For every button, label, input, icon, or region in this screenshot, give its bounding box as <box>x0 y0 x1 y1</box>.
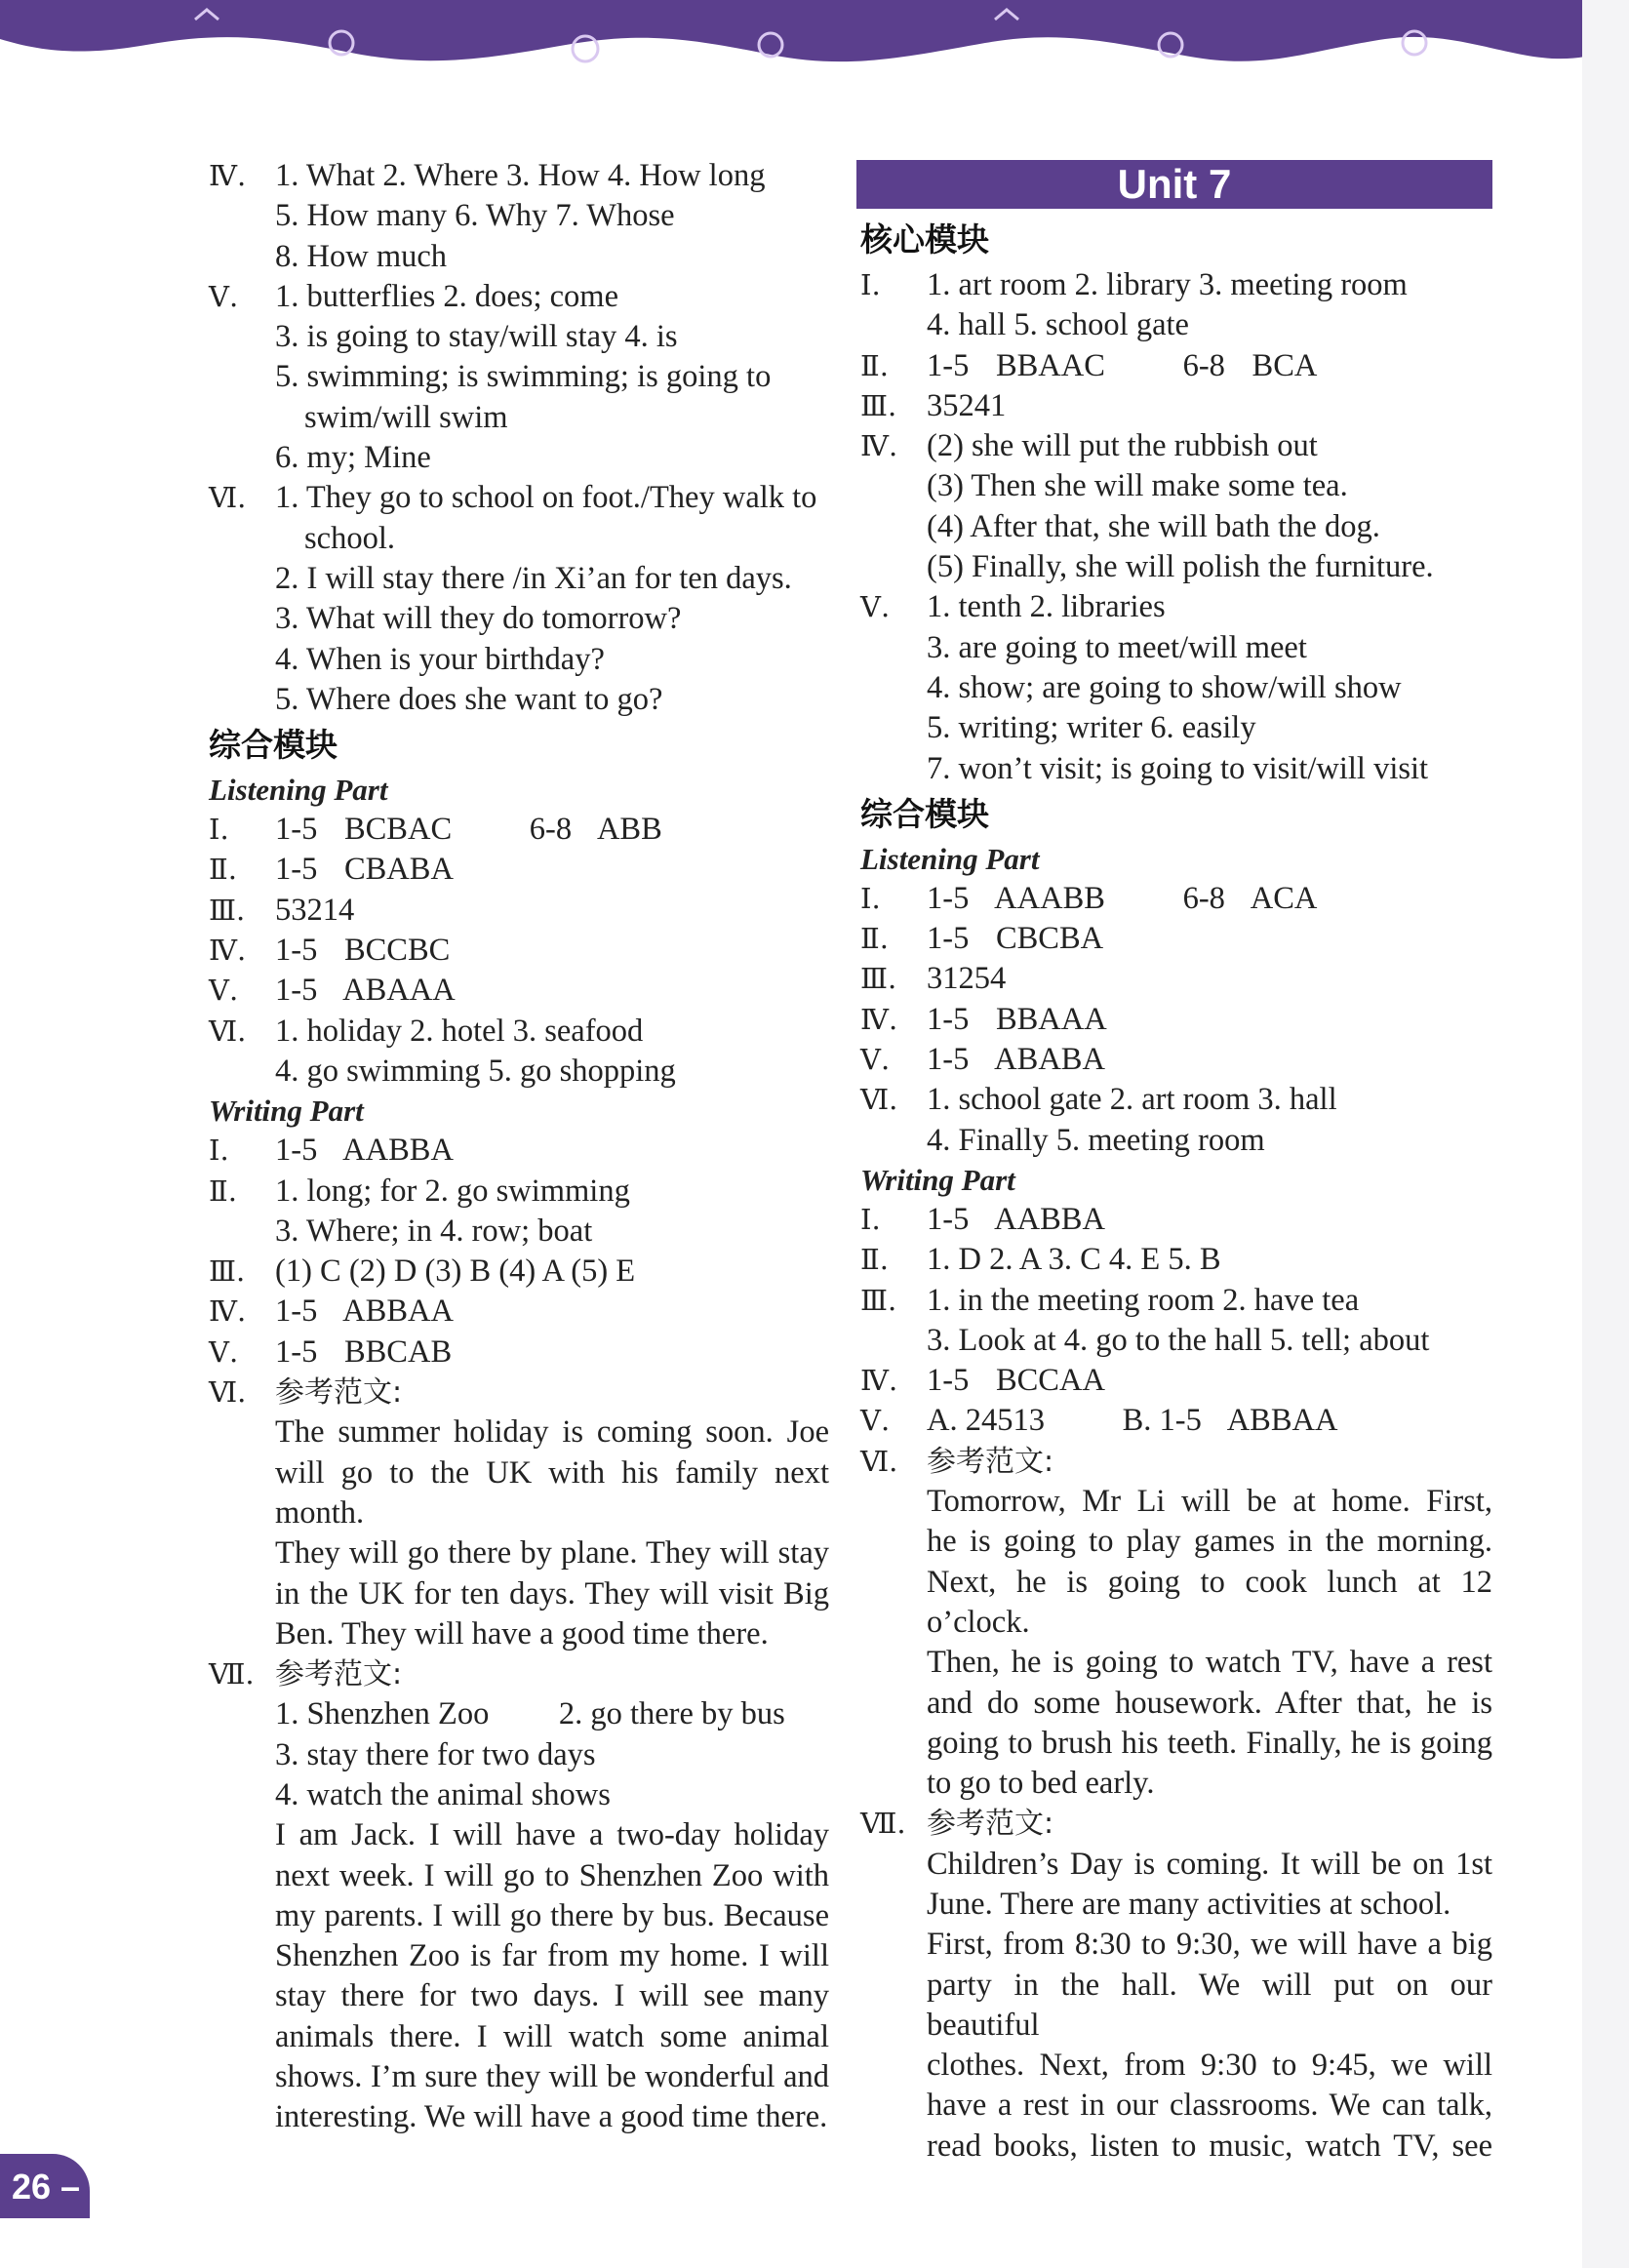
answer-line: 2. I will stay there /in Xi’an for ten days. <box>275 560 792 596</box>
answers: A. 24513 <box>927 1403 1045 1439</box>
writing-2 <box>205 1172 829 1253</box>
listening-4 <box>205 931 829 971</box>
writing-5 <box>856 1401 1492 1441</box>
exercise-number: Ⅳ. <box>860 429 898 463</box>
essay-line: Next, he is going to cook lunch at 12 o’clock. <box>927 1564 1492 1640</box>
listening-part-heading: Listening Part <box>209 773 388 808</box>
answer-line: 3. What will they do tomorrow? <box>275 601 682 637</box>
answer-line: 1. in the meeting room 2. have tea <box>927 1282 1360 1318</box>
answers: BBCAB <box>343 1333 453 1370</box>
writing-2 <box>856 1240 1492 1280</box>
answers: ABB <box>596 812 662 848</box>
range: 1-5 <box>275 812 318 848</box>
exercise-number: Ⅵ. <box>209 481 247 515</box>
answers: 31254 <box>927 961 1007 997</box>
exercise-number: Ⅴ. <box>209 279 239 313</box>
exercise-number: Ⅰ. <box>860 881 881 915</box>
exercise-number: Ⅱ. <box>209 853 237 887</box>
exercise-number: Ⅲ. <box>860 962 897 996</box>
essay-line: I am Jack. I will have a two-day holiday <box>275 1817 829 1853</box>
listening-part-heading: Listening Part <box>860 841 1040 876</box>
range: 1-5 <box>275 852 318 888</box>
listening-5 <box>205 971 829 1011</box>
answer-line: 1. long; for 2. go swimming <box>275 1173 630 1209</box>
exercise-4 <box>205 156 829 277</box>
answers: 53214 <box>275 892 355 928</box>
exercise-number: Ⅰ. <box>209 813 229 847</box>
sample-essay-label: 参考范文: <box>275 1657 403 1692</box>
range: B. 1-5 <box>1122 1403 1202 1439</box>
answers: BCA <box>1252 347 1318 383</box>
listening-3 <box>856 959 1492 999</box>
answer-line: 3. is going to stay/will stay 4. is <box>275 319 678 355</box>
exercise-number: Ⅴ. <box>209 1334 239 1369</box>
answer-line: 7. won’t visit; is going to visit/will visit <box>927 750 1429 786</box>
page-number-dash: – <box>51 2167 81 2207</box>
essay-line: to go to bed early. <box>927 1766 1155 1802</box>
answer-line: 3. Where; in 4. row; boat <box>275 1213 593 1249</box>
answers: AABBA <box>342 1133 454 1169</box>
writing-4 <box>205 1292 829 1332</box>
writing-3 <box>205 1252 829 1292</box>
essay-line: stay there for two days. I will see many <box>275 1978 829 2014</box>
outline-item: 1. Shenzhen Zoo <box>275 1696 490 1732</box>
outline-line <box>275 1694 829 1734</box>
answers: CBCBA <box>995 921 1104 957</box>
answer-line: school. <box>304 520 395 556</box>
range: 1-5 <box>275 1133 318 1169</box>
answers: ABBAA <box>342 1293 454 1330</box>
section-heading-comprehensive: 综合模块 <box>860 794 989 833</box>
exercise-number: Ⅰ. <box>860 1202 881 1236</box>
range: 1-5 <box>927 1363 970 1399</box>
essay-line: Then, he is going to watch TV, have a rest <box>927 1645 1492 1681</box>
answer-line: (3) Then she will make some tea. <box>927 468 1348 504</box>
exercise-number: Ⅱ. <box>860 348 889 382</box>
writing-6 <box>856 1442 1492 1805</box>
range: 1-5 <box>927 1042 970 1078</box>
answer-line: 1. art room 2. library 3. meeting room <box>927 267 1408 302</box>
outline-item: 2. go there by bus <box>558 1696 785 1732</box>
answers: BCCAA <box>995 1363 1105 1399</box>
sample-essay-label: 参考范文: <box>275 1375 403 1411</box>
answers: BBAAA <box>995 1001 1107 1037</box>
exercise-number: Ⅲ. <box>209 893 246 927</box>
answer-line: 1. What 2. Where 3. How 4. How long <box>275 158 766 193</box>
answer-line: 4. When is your birthday? <box>275 641 605 677</box>
answer-line: (4) After that, she will bath the dog. <box>927 508 1380 544</box>
exercise-number: Ⅵ. <box>860 1083 898 1117</box>
answers: BCCBC <box>343 933 451 969</box>
exercise-number: Ⅴ. <box>860 1043 891 1077</box>
answers: 35241 <box>927 387 1007 423</box>
range: 1-5 <box>927 347 970 383</box>
section-heading-comprehensive: 综合模块 <box>209 726 338 765</box>
answer-line: 5. How many 6. Why 7. Whose <box>275 198 675 234</box>
exercise-number: Ⅱ. <box>860 1243 889 1277</box>
sample-essay-label: 参考范文: <box>927 1807 1054 1842</box>
essay-line: The summer holiday is coming soon. Joe <box>275 1414 829 1451</box>
answer-line: 4. Finally 5. meeting room <box>927 1122 1265 1158</box>
page-number-tab <box>0 2154 90 2218</box>
essay-line: Shenzhen Zoo is far from my home. I will <box>275 1938 829 1974</box>
exercise-6 <box>205 478 829 720</box>
page-edge <box>1582 0 1629 2268</box>
answer-line: 1. butterflies 2. does; come <box>275 278 618 314</box>
range: 1-5 <box>275 933 318 969</box>
essay-line: animals there. I will watch some animal <box>275 2018 829 2054</box>
outline-item: 3. stay there for two days <box>275 1736 596 1772</box>
exercise-number: Ⅱ. <box>209 1174 237 1208</box>
listening-4 <box>856 1000 1492 1040</box>
range: 6-8 <box>1182 880 1225 916</box>
essay-line: party in the hall. We will put on our beautiful <box>927 1967 1492 2043</box>
listening-6 <box>205 1012 829 1093</box>
answer-line: 1. They go to school on foot./They walk to <box>275 480 817 516</box>
answer-line: 4. go swimming 5. go shopping <box>275 1053 676 1089</box>
answers: ABAAA <box>342 973 456 1009</box>
answers: CBABA <box>343 852 454 888</box>
essay-line: my parents. I will go there by bus. Because <box>275 1897 829 1933</box>
answer-line: 8. How much <box>275 238 448 274</box>
essay-line: Ben. They will have a good time there. <box>275 1615 769 1651</box>
answer-line: 3. Look at 4. go to the hall 5. tell; about <box>927 1322 1430 1358</box>
unit-title-banner: Unit 7 <box>856 160 1492 209</box>
exercise-number: Ⅲ. <box>209 1254 246 1289</box>
header-wave-banner <box>0 0 1629 107</box>
range: 1-5 <box>275 1333 318 1370</box>
sample-essay-label: 参考范文: <box>927 1444 1054 1479</box>
page-number: 26 <box>12 2167 52 2207</box>
writing-6 <box>205 1373 829 1654</box>
exercise-number: Ⅴ. <box>860 590 891 624</box>
right-column <box>856 156 1492 2167</box>
essay-line: read books, listen to music, watch TV, see <box>927 2128 1492 2164</box>
range: 6-8 <box>529 812 573 848</box>
exercise-number: Ⅶ. <box>209 1657 255 1691</box>
essay-line: June. There are many activities at school. <box>927 1886 1451 1922</box>
exercise-number: Ⅰ. <box>209 1134 229 1168</box>
outline-item: 4. watch the animal shows <box>275 1776 611 1812</box>
exercise-number: Ⅱ. <box>860 922 889 956</box>
range: 1-5 <box>275 973 318 1009</box>
left-column <box>205 156 829 2138</box>
answer-line: 6. my; Mine <box>275 440 431 476</box>
answer-line: 5. Where does she want to go? <box>275 681 663 717</box>
exercise-number: Ⅳ. <box>860 1002 898 1036</box>
essay-line: Children’s Day is coming. It will be on 1st <box>927 1846 1492 1882</box>
core-exercise-2 <box>856 346 1492 386</box>
essay-line: and do some housework. After that, he is <box>927 1685 1492 1721</box>
exercise-number: Ⅳ. <box>209 1294 247 1329</box>
answers: ABABA <box>994 1042 1105 1078</box>
exercise-number: Ⅳ. <box>860 1364 898 1398</box>
range: 1-5 <box>927 1001 970 1037</box>
exercise-number: Ⅴ. <box>209 974 239 1008</box>
essay-line: They will go there by plane. They will stay <box>275 1535 829 1572</box>
range: 1-5 <box>927 1201 970 1237</box>
exercise-number: Ⅰ. <box>860 268 881 301</box>
writing-7 <box>856 1804 1492 2167</box>
exercise-number: Ⅲ. <box>860 388 897 422</box>
writing-1 <box>856 1200 1492 1240</box>
answer-line: 4. hall 5. school gate <box>927 307 1189 343</box>
range: 1-5 <box>927 921 970 957</box>
essay-line: interesting. We will have a good time there. <box>275 2099 828 2135</box>
answer-line: 1. school gate 2. art room 3. hall <box>927 1082 1337 1118</box>
core-exercise-4 <box>856 426 1492 587</box>
listening-6 <box>856 1080 1492 1161</box>
answers: AAABB <box>994 880 1105 916</box>
answer-line: 5. writing; writer 6. easily <box>927 710 1256 746</box>
answers: BBAAC <box>995 347 1105 383</box>
essay-line: First, from 8:30 to 9:30, we will have a big <box>927 1927 1492 1963</box>
essay-line: shows. I’m sure they will be wonderful and <box>275 2059 829 2095</box>
exercise-number: Ⅲ. <box>860 1283 897 1317</box>
listening-5 <box>856 1040 1492 1080</box>
writing-7 <box>205 1654 829 2138</box>
core-exercise-3 <box>856 386 1492 426</box>
answers: ACA <box>1250 880 1318 916</box>
essay-line: he is going to play games in the morning. <box>927 1524 1492 1560</box>
exercise-number: Ⅵ. <box>860 1444 898 1478</box>
essay-line: clothes. Next, from 9:30 to 9:45, we will <box>927 2048 1492 2084</box>
answer-line: (1) C (2) D (3) B (4) A (5) E <box>275 1253 636 1290</box>
section-heading-core: 核心模块 <box>860 220 989 259</box>
listening-1 <box>856 879 1492 919</box>
writing-part-heading: Writing Part <box>209 1094 364 1129</box>
answer-line: (5) Finally, she will polish the furniture. <box>927 549 1434 585</box>
essay-line: have a rest in our classrooms. We can talk, <box>927 2088 1492 2124</box>
answer-line: (2) she will put the rubbish out <box>927 428 1318 464</box>
listening-1 <box>205 810 829 850</box>
writing-5 <box>205 1333 829 1373</box>
answer-line: 5. swimming; is swimming; is going to <box>275 359 772 395</box>
answers: AABBA <box>994 1201 1105 1237</box>
essay-line: going to brush his teeth. Finally, he is going <box>927 1725 1492 1761</box>
exercise-number: Ⅳ. <box>209 934 247 968</box>
essay-line: will go to the UK with his family next month. <box>275 1454 829 1531</box>
answer-line: 4. show; are going to show/will show <box>927 669 1402 705</box>
writing-1 <box>205 1131 829 1171</box>
core-exercise-5 <box>856 587 1492 788</box>
core-exercise-1 <box>856 265 1492 346</box>
writing-part-heading: Writing Part <box>860 1162 1015 1197</box>
listening-2 <box>856 919 1492 959</box>
answers: ABBAA <box>1226 1403 1338 1439</box>
exercise-number: Ⅴ. <box>860 1404 891 1438</box>
listening-3 <box>205 891 829 931</box>
exercise-5 <box>205 277 829 478</box>
exercise-number: Ⅵ. <box>209 1375 247 1410</box>
exercise-number: Ⅳ. <box>209 159 247 192</box>
answer-line: 1. tenth 2. libraries <box>927 589 1166 625</box>
essay-line: next week. I will go to Shenzhen Zoo with <box>275 1857 829 1893</box>
writing-4 <box>856 1361 1492 1401</box>
range: 1-5 <box>275 1293 318 1330</box>
listening-2 <box>205 850 829 890</box>
answers: BCBAC <box>343 812 453 848</box>
answer-line: swim/will swim <box>304 399 508 435</box>
exercise-number: Ⅶ. <box>860 1807 906 1841</box>
exercise-number: Ⅵ. <box>209 1014 247 1048</box>
writing-3 <box>856 1281 1492 1362</box>
essay-line: in the UK for ten days. They will visit Big <box>275 1575 829 1611</box>
answer-line: 3. are going to meet/will meet <box>927 629 1307 665</box>
range: 6-8 <box>1182 347 1225 383</box>
essay-line: Tomorrow, Mr Li will be at home. First, <box>927 1484 1492 1520</box>
answer-line: 1. holiday 2. hotel 3. seafood <box>275 1013 644 1049</box>
range: 1-5 <box>927 880 970 916</box>
answer-line: 1. D 2. A 3. C 4. E 5. B <box>927 1242 1221 1278</box>
